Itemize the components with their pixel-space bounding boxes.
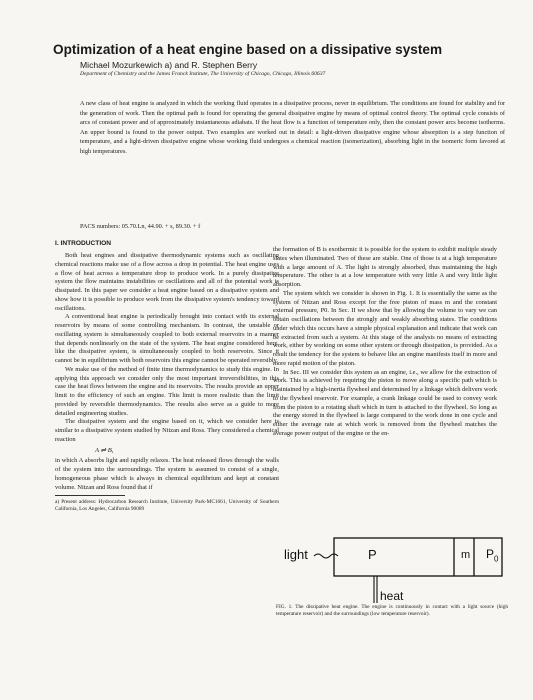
right-column	[273, 246, 497, 439]
section-heading-introduction: I. INTRODUCTION	[55, 240, 112, 247]
mass-label: m	[461, 549, 471, 561]
paper-abstract: A new class of heat engine is analyzed in which the working fluid operates in a dissipative process, never in equilibrium. The conditions are found for stability and for the generation of work. Then the optimal path is found for operating the general dissipative engine by means of optimal control theory. The optimal cycle consists of arcs of constant power and of approximately instantaneous adiabats. If the heat flow is a function of temperature only, then the constant power arcs become isotherms. An upper bound is found to the power output. Two examples are worked out in detail: a light-driven dissipative engine whose absorption is a step function of temperature, and a light-driven dissipative engine whose working fluid undergoes a chemical reaction (isomerization), absorbing light in the isomeric form favored at high temperatures.	[80, 100, 505, 155]
equation: A ⇌ B,	[95, 446, 114, 454]
paper-title: Optimization of a heat engine based on a dissipative system	[53, 42, 443, 57]
footnote-rule	[55, 495, 125, 496]
pressure-label: P	[368, 547, 377, 562]
paragraph: The dissipative system and the engine based on it, which we consider here is similar to a dissipative system studied by Nitzan and Ross. They considered a chemical reaction	[55, 418, 279, 443]
paper-authors: Michael Mozurkewich a) and R. Stephen Berry	[80, 60, 258, 70]
light-label: light	[284, 547, 308, 562]
footnote: a) Present address: Hydrocarbon Research Institute, University Park-MC1661, University of Southern California, Los Angeles, California 90089	[55, 499, 279, 512]
left-column	[55, 240, 279, 512]
paragraph: In Sec. III we consider this system as an engine, i.e., we allow for the extraction of work. This is achieved by requiring the piston to move along a specific path which is maintained by a high-inertia flywheel and determined by a linkage which delivers work to the flywheel reservoir. For example, a crank linkage could be used to convey work from the piston to a rotating shaft which in turn is attached to the flywheel. So long as the energy stored in the flywheel is large compared to the work done in one cycle and either the average rate at which work is removed from the flywheel matches the average power output of the engine or the en-	[273, 368, 497, 437]
heat-label: heat	[380, 589, 404, 603]
figure-caption: FIG. 1. The dissipative heat engine. The engine is continuously in contact with a light source (high temperature reservoir) and the surroundings (low temperature reservoir).	[276, 604, 508, 617]
paragraph: in which A absorbs light and rapidly relaxes. The heat released flows through the walls of the system into the surroundings. The system is assumed to consist of a single, homogeneous phase which is always in chemical equilibrium and kept at constant volume. Nitzan and Ross found that if	[55, 457, 279, 491]
pacs-numbers: PACS numbers: 05.70.Ln, 44.90. + s, 89.30. + f	[80, 223, 201, 230]
paragraph: the formation of B is exothermic it is possible for the system to exhibit multiple steady states when illuminated. Two of these are stable. One of those is at a high temperature with a large amount of A. The light is strongly absorbed, thus maintaining the high temperature. The other is at a low temperature with very little A and very little light absorption.	[273, 246, 497, 288]
paragraph: Both heat engines and dissipative thermodynamic systems such as oscillating chemical reactions make use of a flow across a drop in potential. The heat engine uses a flow of heat across a temperature drop to produce work. In a purely dissipative system the flow maintains instabilities or oscillations and all of the potential work is dissipated. In this paper we consider a heat engine based on a dissipative system and show how it is possible to produce work from the dissipative system's tendency toward oscillations.	[55, 252, 279, 312]
paper-affiliation: Department of Chemistry and the James Franck Institute, The University of Chicago, Chicago, Illinois 60637	[80, 71, 326, 77]
paragraph: We make use of the method of finite time thermodynamics to study this engine. In applying this approach we consider only the most important irreversibilities, in this case the heat flows between the engine and its reservoirs. The results provide an upper limit to the efficiency of such an engine. This limit is more realistic than the limit provided by reversible thermodynamics. The results also serve as a guide to more detailed engineering studies.	[55, 365, 279, 417]
chamber-outline	[334, 538, 502, 576]
external-pressure-label: $P_0$	[486, 547, 499, 564]
paragraph: The system which we consider is shown in Fig. 1. It is essentially the same as the system of Nitzan and Ross except for the free piston of mass m and the constant external pressure, P0. In Sec. II we show that by allowing the volume to vary we can obtain oscillations between the strongly and weakly absorbing states. The conditions under which this occurs have a simple physical explanation and indicate that work can be extracted from such a system. At this stage of the analysis no means of extracting work, either by working on some other system or through dissipation, is provided. As a result the tendency for the system to behave like an engine manifests itself in more and more rapid motion of the piston.	[273, 289, 497, 367]
paragraph: A conventional heat engine is periodically brought into contact with its external reservoirs by means of some controlling mechanism. In contrast, the unstable or oscillating system is simultaneously coupled to both external reservoirs in a manner that depends nonlinearly on the state of the system. The heat engine considered here, like the dissipative system, is simultaneously coupled to both reservoirs. Since it cannot be in equilibrium with both reservoirs this engine cannot be operated reversibly.	[55, 313, 279, 364]
figure-1-diagram	[276, 535, 512, 645]
